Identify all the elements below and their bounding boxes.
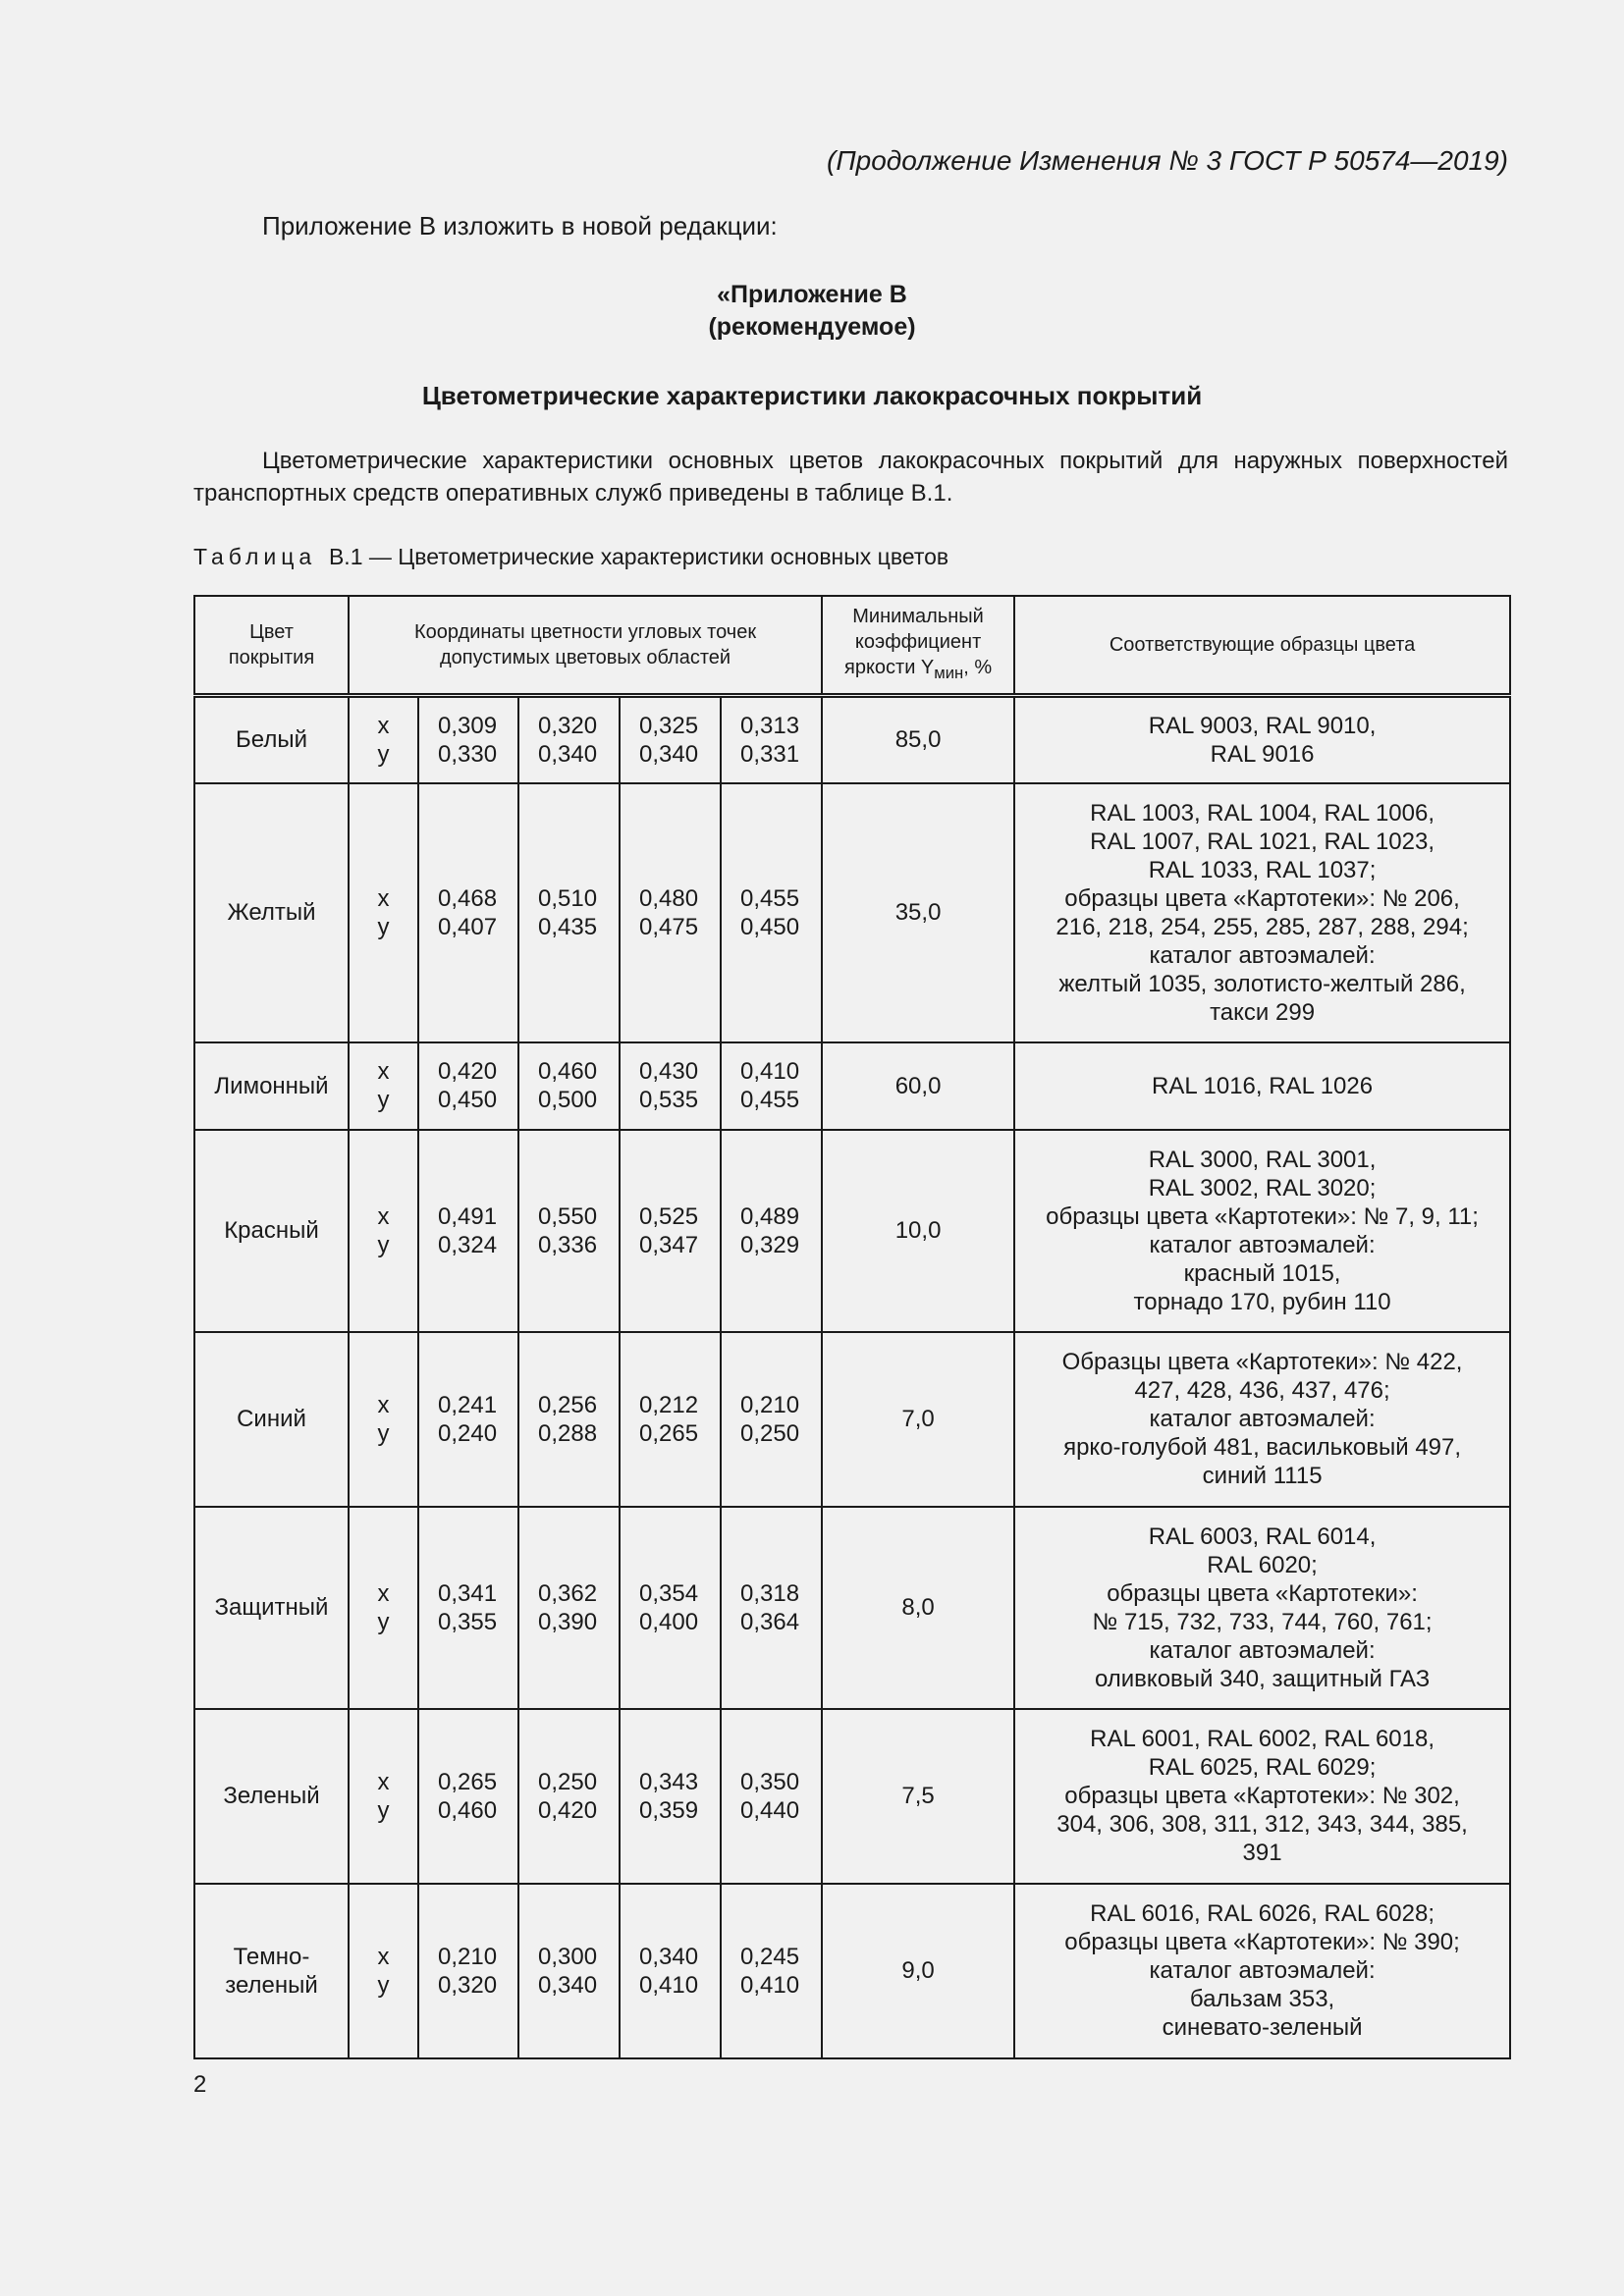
table-row	[194, 1884, 1510, 2058]
axis-y-label: y	[377, 1971, 390, 1999]
coordinate-cell: 0,460 0,500	[518, 1042, 620, 1130]
axis-y-label: y	[377, 1087, 390, 1113]
coordinate-cell: 0,510 0,435	[518, 783, 620, 1042]
table-caption-label: Таблица	[193, 544, 317, 569]
coordinate-cell: 0,318 0,364	[721, 1507, 822, 1709]
appendix-title-block	[0, 279, 1624, 344]
coordinate-cell: 0,309 0,330	[418, 696, 518, 783]
table-header-row	[194, 596, 1510, 696]
table-caption	[193, 544, 948, 570]
coordinate-cell: 0,410 0,455	[721, 1042, 822, 1130]
color-name-cell: Белый	[194, 696, 349, 783]
samples-cell: RAL 1003, RAL 1004, RAL 1006, RAL 1007, RAL 1021, RAL 1023, RAL 1033, RAL 1037; образцы цвета «Картотеки»: № 206, 216, 218, 254, 255, 285, 287, 288, 294; каталог автоэмалей: желтый 1035, золотисто-желтый 286, такси 299	[1014, 783, 1510, 1042]
brightness-cell: 35,0	[822, 783, 1014, 1042]
coordinate-cell: 0,325 0,340	[620, 696, 721, 783]
axis-y-label: y	[377, 913, 390, 940]
coordinate-cell: 0,468 0,407	[418, 783, 518, 1042]
coordinate-cell: 0,313 0,331	[721, 696, 822, 783]
header-brightness-sub: мин	[934, 664, 964, 682]
appendix-title: «Приложение В	[717, 281, 907, 308]
samples-cell: RAL 6001, RAL 6002, RAL 6018, RAL 6025, RAL 6029; образцы цвета «Картотеки»: № 302, 304, 306, 308, 311, 312, 343, 344, 385, 391	[1014, 1709, 1510, 1884]
axis-x-label: x	[377, 1391, 390, 1418]
appendix-subtitle: (рекомендуемое)	[708, 313, 916, 341]
coordinate-cell: 0,340 0,410	[620, 1884, 721, 2058]
intro-text: Приложение В изложить в новой редакции:	[262, 211, 778, 240]
coordinate-cell: 0,354 0,400	[620, 1507, 721, 1709]
color-name-cell: Темно- зеленый	[194, 1884, 349, 2058]
axis-y-label: y	[377, 1608, 390, 1635]
table-row	[194, 1042, 1510, 1130]
coordinate-cell: 0,420 0,450	[418, 1042, 518, 1130]
brightness-cell: 10,0	[822, 1130, 1014, 1332]
axis-label-cell	[349, 1130, 418, 1332]
axis-x-label: x	[377, 712, 390, 739]
table-row	[194, 783, 1510, 1042]
samples-cell: RAL 3000, RAL 3001, RAL 3002, RAL 3020; образцы цвета «Картотеки»: № 7, 9, 11; каталог автоэмалей: красный 1015, торнадо 170, рубин 110	[1014, 1130, 1510, 1332]
axis-label-cell	[349, 1884, 418, 2058]
color-name-cell: Красный	[194, 1130, 349, 1332]
axis-y-label: y	[377, 1231, 390, 1258]
table-caption-text: В.1 — Цветометрические характеристики основных цветов	[328, 544, 949, 569]
header-brightness-unit: , %	[963, 657, 993, 678]
coordinate-cell: 0,489 0,329	[721, 1130, 822, 1332]
header-color: Цвет покрытия	[194, 596, 349, 696]
coordinate-cell: 0,455 0,450	[721, 783, 822, 1042]
table-row	[194, 1130, 1510, 1332]
coordinate-cell: 0,250 0,420	[518, 1709, 620, 1884]
axis-label-cell	[349, 783, 418, 1042]
axis-y-label: y	[377, 740, 390, 768]
body-paragraph: Цветометрические характеристики основных цветов лакокрасочных покрытий для наружных поверхностей транспортных средств оперативных служб приведены в таблице В.1.	[193, 448, 1508, 507]
coordinate-cell: 0,350 0,440	[721, 1709, 822, 1884]
coordinate-cell: 0,210 0,250	[721, 1332, 822, 1507]
coordinate-cell: 0,525 0,347	[620, 1130, 721, 1332]
section-heading: Цветометрические характеристики лакокрасочных покрытий	[421, 381, 1203, 410]
samples-cell: RAL 6003, RAL 6014, RAL 6020; образцы цвета «Картотеки»: № 715, 732, 733, 744, 760, 761; каталог автоэмалей: оливковый 340, защитный ГАЗ	[1014, 1507, 1510, 1709]
coordinate-cell: 0,430 0,535	[620, 1042, 721, 1130]
table-row	[194, 1709, 1510, 1884]
coordinate-cell: 0,241 0,240	[418, 1332, 518, 1507]
samples-cell: Образцы цвета «Картотеки»: № 422, 427, 428, 436, 437, 476; каталог автоэмалей: ярко-голубой 481, васильковый 497, синий 1115	[1014, 1332, 1510, 1507]
color-name-cell: Зеленый	[194, 1709, 349, 1884]
brightness-cell: 85,0	[822, 696, 1014, 783]
brightness-cell: 9,0	[822, 1884, 1014, 2058]
coordinate-cell: 0,256 0,288	[518, 1332, 620, 1507]
brightness-cell: 7,0	[822, 1332, 1014, 1507]
samples-cell: RAL 1016, RAL 1026	[1014, 1042, 1510, 1130]
coordinate-cell: 0,343 0,359	[620, 1709, 721, 1884]
axis-y-label: y	[377, 1796, 390, 1824]
colorimetric-table	[193, 595, 1511, 2059]
axis-label-cell	[349, 1709, 418, 1884]
coordinate-cell: 0,245 0,410	[721, 1884, 822, 2058]
color-name-cell: Синий	[194, 1332, 349, 1507]
header-brightness	[822, 596, 1014, 696]
axis-x-label: x	[377, 1202, 390, 1230]
samples-cell: RAL 6016, RAL 6026, RAL 6028; образцы цвета «Картотеки»: № 390; каталог автоэмалей: бальзам 353, синевато-зеленый	[1014, 1884, 1510, 2058]
coordinate-cell: 0,300 0,340	[518, 1884, 620, 2058]
brightness-cell: 8,0	[822, 1507, 1014, 1709]
color-name-cell: Защитный	[194, 1507, 349, 1709]
coordinate-cell: 0,480 0,475	[620, 783, 721, 1042]
axis-label-cell	[349, 1507, 418, 1709]
axis-x-label: x	[377, 884, 390, 912]
coordinate-cell: 0,265 0,460	[418, 1709, 518, 1884]
header-coordinates: Координаты цветности угловых точек допустимых цветовых областей	[349, 596, 822, 696]
samples-cell: RAL 9003, RAL 9010, RAL 9016	[1014, 696, 1510, 783]
color-name-cell: Желтый	[194, 783, 349, 1042]
axis-x-label: x	[377, 1768, 390, 1795]
coordinate-cell: 0,210 0,320	[418, 1884, 518, 2058]
axis-x-label: x	[377, 1058, 390, 1085]
table-row	[194, 1332, 1510, 1507]
continuation-header: (Продолжение Изменения № 3 ГОСТ Р 50574—2019)	[827, 145, 1508, 176]
header-samples: Соответствующие образцы цвета	[1014, 596, 1510, 696]
axis-x-label: x	[377, 1943, 390, 1970]
page-number: 2	[193, 2071, 207, 2098]
coordinate-cell: 0,212 0,265	[620, 1332, 721, 1507]
axis-x-label: x	[377, 1579, 390, 1607]
axis-label-cell	[349, 1332, 418, 1507]
table-row	[194, 696, 1510, 783]
brightness-cell: 7,5	[822, 1709, 1014, 1884]
header-brightness-main: Минимальный коэффициент яркости Y	[843, 606, 984, 678]
coordinate-cell: 0,320 0,340	[518, 696, 620, 783]
coordinate-cell: 0,550 0,336	[518, 1130, 620, 1332]
axis-label-cell	[349, 696, 418, 783]
axis-y-label: y	[377, 1419, 390, 1447]
brightness-cell: 60,0	[822, 1042, 1014, 1130]
coordinate-cell: 0,341 0,355	[418, 1507, 518, 1709]
coordinate-cell: 0,362 0,390	[518, 1507, 620, 1709]
coordinate-cell: 0,491 0,324	[418, 1130, 518, 1332]
table-row	[194, 1507, 1510, 1709]
axis-label-cell	[349, 1042, 418, 1130]
color-name-cell: Лимонный	[194, 1042, 349, 1130]
